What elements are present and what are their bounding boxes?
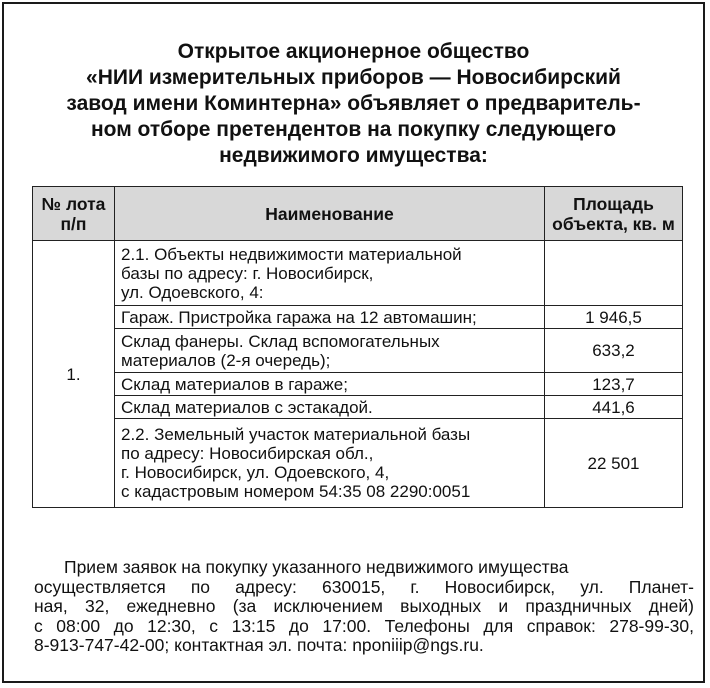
item-name-cell: Склад материалов с эстакадой.	[115, 396, 545, 419]
lot-number-cell: 1.	[33, 241, 115, 508]
property-table	[32, 186, 683, 508]
table-row	[33, 329, 683, 373]
header-name: Наименование	[115, 187, 545, 241]
item-name-cell: Склад материалов в гараже;	[115, 373, 545, 396]
application-info	[34, 558, 694, 656]
item-area-cell: 633,2	[545, 329, 683, 373]
table-row	[33, 396, 683, 419]
heading-line: завод имени Коминтерна» объявляет о предваритель-	[66, 92, 641, 115]
table-row	[33, 419, 683, 508]
announcement-frame	[2, 2, 705, 683]
item-name-cell: 2.2. Земельный участок материальной базы по адресу: Новосибирская обл., г. Новосибирск, ул. Одоевского, 4, с кадастровым номером 54:35 08 2290:0051	[115, 419, 545, 508]
header-area: Площадь объекта, кв. м	[545, 187, 683, 241]
heading-line: недвижимого имущества:	[219, 144, 488, 167]
item-area-cell: 22 501	[545, 419, 683, 508]
footer-line: с 08:00 до 12:30, с 13:15 до 17:00. Телефоны для справок: 278-99-30,	[34, 615, 694, 636]
item-area-cell	[545, 241, 683, 306]
heading-line: ном отборе претендентов на покупку следующего	[90, 118, 617, 141]
table-row	[33, 241, 683, 306]
item-area-cell: 441,6	[545, 396, 683, 419]
item-area-cell: 123,7	[545, 373, 683, 396]
item-name-cell: 2.1. Объекты недвижимости материальной базы по адресу: г. Новосибирск, ул. Одоевского, 4:	[115, 241, 545, 306]
footer-line: ная, 32, ежедневно (за исключением выходных и праздничных дней)	[34, 596, 694, 616]
table-row	[33, 306, 683, 329]
item-area-cell: 1 946,5	[545, 306, 683, 329]
table-header-row	[33, 187, 683, 241]
footer-line: 8-913-747-42-00; контактная эл. почта: nponiiip@ngs.ru.	[34, 635, 484, 655]
footer-line: осуществляется по адресу: 630015, г. Новосибирск, ул. Планет-	[34, 576, 694, 597]
announcement-heading	[14, 39, 693, 169]
item-name-cell: Склад фанеры. Склад вспомогательных материалов (2-я очередь);	[115, 329, 545, 373]
header-lot-number: № лота п/п	[33, 187, 115, 241]
item-name-cell: Гараж. Пристройка гаража на 12 автомашин;	[115, 306, 545, 329]
footer-line: Прием заявок на покупку указанного недвижимого имущества	[64, 557, 569, 577]
table-row	[33, 373, 683, 396]
heading-line: «НИИ измерительных приборов — Новосибирский	[86, 66, 621, 89]
heading-line: Открытое акционерное общество	[177, 40, 530, 63]
